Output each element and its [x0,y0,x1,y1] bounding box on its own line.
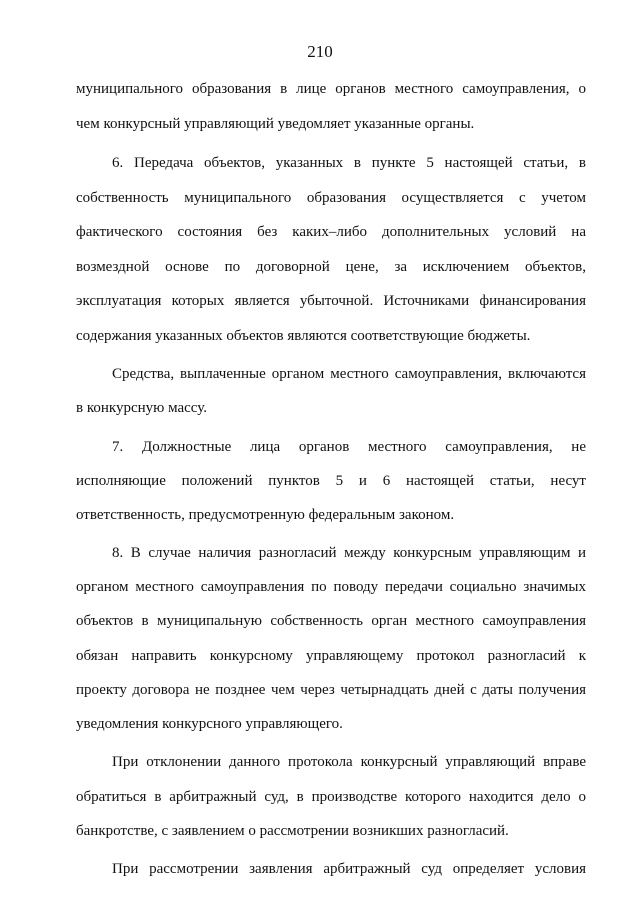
text-line: органом местного самоуправления по поводу передачи социально значимых [76,579,586,595]
text-line: При рассмотрении заявления арбитражный суд определяет условия [112,861,586,877]
text-line: обязан направить конкурсному управляющему протокол разногласий к [76,648,586,664]
page-number: 210 [307,42,333,61]
text-line: исполняющие положений пунктов 5 и 6 настоящей статьи, несут [76,473,586,489]
text-line: проекту договора не позднее чем через четырнадцать дней с даты получения [76,682,586,698]
text-line: содержания указанных объектов являются соответствующие бюджеты. [76,328,531,344]
text-line: фактического состояния без каких–либо дополнительных условий на [76,224,586,240]
text-line: эксплуатация которых является убыточной. Источниками финансирования [76,293,586,309]
text-line: объектов в муниципальную собственность орган местного самоуправления [76,613,586,629]
text-line: чем конкурсный управляющий уведомляет указанные органы. [76,116,475,132]
text-line: в конкурсную массу. [76,400,208,416]
text-line: собственность муниципального образования осуществляется с учетом [76,190,586,206]
text-line: муниципального образования в лице органов местного самоуправления, о [76,81,586,97]
text-line: уведомления конкурсного управляющего. [76,716,343,732]
text-line: 8. В случае наличия разногласий между конкурсным управляющим и [112,545,586,561]
text-line: Средства, выплаченные органом местного самоуправления, включаются [112,366,586,382]
text-line: 7. Должностные лица органов местного самоуправления, не [112,439,586,455]
text-line: При отклонении данного протокола конкурсный управляющий вправе [112,754,586,770]
text-line: возмездной основе по договорной цене, за исключением объектов, [76,259,586,275]
text-line: обратиться в арбитражный суд, в производстве которого находится дело о [76,789,586,805]
text-line: ответственность, предусмотренную федеральным законом. [76,507,455,523]
text-line: 6. Передача объектов, указанных в пункте 5 настоящей статьи, в [112,155,586,171]
text-line: банкротстве, с заявлением о рассмотрении возникших разногласий. [76,823,509,839]
